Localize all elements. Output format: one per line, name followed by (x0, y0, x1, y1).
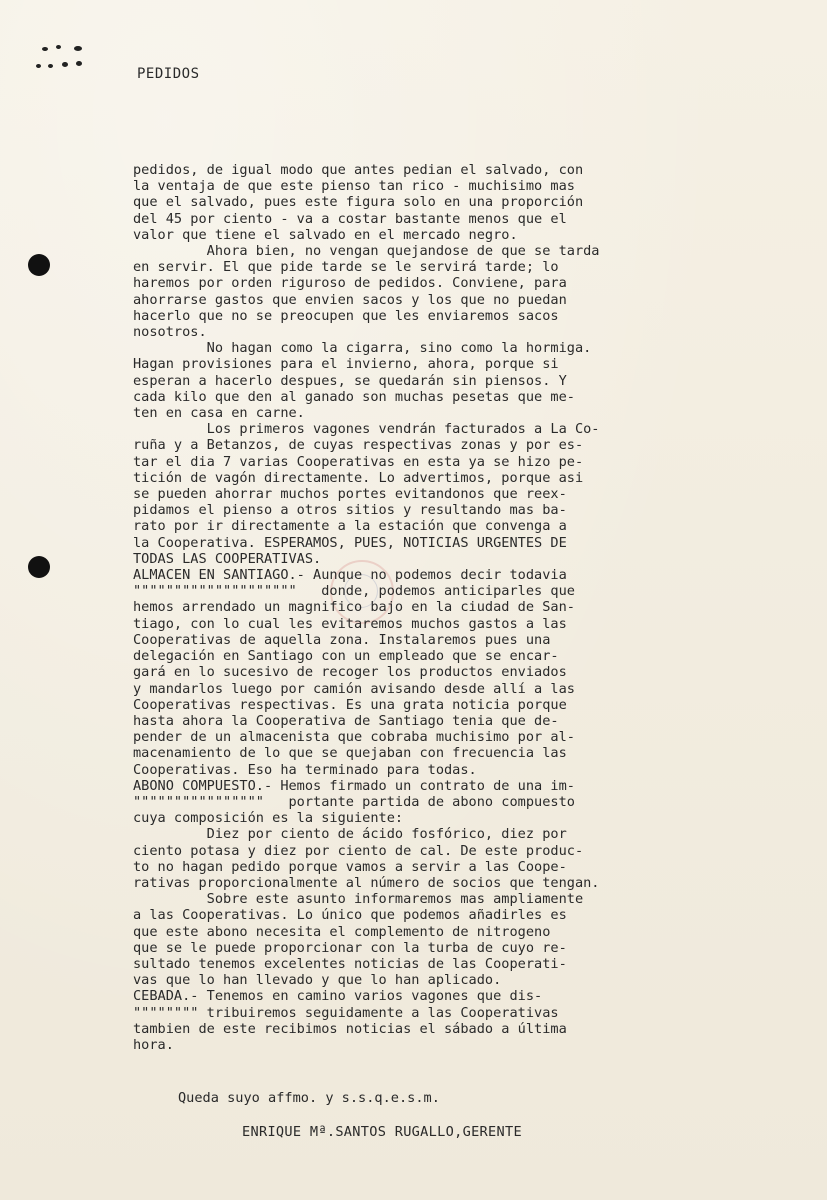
text-line: """""""""""""""""""" donde, podemos anticiparles que (133, 583, 575, 600)
ink-speck (56, 45, 61, 49)
ink-speck (62, 62, 68, 67)
text-line: ciento potasa y diez por ciento de cal. De este produc- (133, 842, 584, 859)
text-line: tición de vagón directamente. Lo advertimos, porque asi (133, 469, 584, 486)
text-line: rato por ir directamente a la estación que convenga a (133, 518, 567, 535)
text-line: a las Cooperativas. Lo único que podemos añadirles es (133, 907, 567, 924)
text-line: Los primeros vagones vendrán facturados a La Co- (133, 421, 600, 438)
text-line: ten en casa en carne. (133, 405, 305, 422)
ink-speck (74, 46, 82, 51)
text-line: ahorrarse gastos que envien sacos y los que no puedan (133, 291, 567, 308)
page-header: PEDIDOS (137, 66, 200, 82)
text-line: la Cooperativa. ESPERAMOS, PUES, NOTICIAS URGENTES DE (133, 534, 567, 551)
text-line: vas que lo han llevado y que lo han aplicado. (133, 972, 502, 989)
text-line: tiago, con lo cual les evitaremos muchos gastos a las (133, 615, 567, 632)
text-line: pidamos el pienso a otros sitios y resultando mas ba- (133, 502, 567, 519)
text-line: Cooperativas. Eso ha terminado para todas. (133, 761, 477, 778)
text-line: Ahora bien, no vengan quejandose de que se tarda (133, 243, 600, 260)
text-line: la ventaja de que este pienso tan rico - muchisimo mas (133, 178, 575, 195)
text-line: sultado tenemos excelentes noticias de las Cooperati- (133, 955, 567, 972)
text-line: Diez por ciento de ácido fosfórico, diez por (133, 826, 567, 843)
text-line: pedidos, de igual modo que antes pedian el salvado, con (133, 162, 584, 178)
letter-body (133, 162, 678, 1053)
text-line: Cooperativas respectivas. Es una grata noticia porque (133, 696, 567, 713)
text-line: CEBADA.- Tenemos en camino varios vagones que dis- (133, 988, 543, 1005)
text-line: se pueden ahorrar muchos portes evitandonos que reex- (133, 486, 567, 503)
text-line: valor que tiene el salvado en el mercado negro. (133, 226, 518, 243)
text-line: """""""""""""""" portante partida de abono compuesto (133, 793, 575, 810)
text-line: ABONO COMPUESTO.- Hemos firmado un contrato de una im- (133, 777, 575, 794)
text-line: hacerlo que no se preocupen que les enviaremos sacos (133, 307, 559, 324)
text-line: cada kilo que den al ganado son muchas pesetas que me- (133, 388, 575, 405)
ink-speck (48, 64, 53, 68)
text-line: y mandarlos luego por camión avisando desde allí a las (133, 680, 575, 697)
closing-line: Queda suyo affmo. y s.s.q.e.s.m. (178, 1090, 440, 1106)
text-line: to no hagan pedido porque vamos a servir a las Coope- (133, 858, 567, 875)
text-line: tar el dia 7 varias Cooperativas en esta ya se hizo pe- (133, 453, 584, 470)
text-line: pender de un almacenista que cobraba muchisimo por al- (133, 729, 575, 746)
text-line: cuya composición es la siguiente: (133, 810, 404, 827)
text-line: que el salvado, pues este figura solo en una proporción (133, 194, 584, 211)
text-line: del 45 por ciento - va a costar bastante menos que el (133, 210, 567, 227)
text-line: que este abono necesita el complemento de nitrogeno (133, 923, 551, 940)
text-line: esperan a hacerlo despues, se quedarán sin piensos. Y (133, 372, 567, 389)
text-line: hemos arrendado un magnifico bajo en la ciudad de San- (133, 599, 575, 616)
text-line: haremos por orden riguroso de pedidos. Conviene, para (133, 275, 567, 292)
signature-line: ENRIQUE Mª.SANTOS RUGALLO,GERENTE (242, 1124, 522, 1140)
text-line: Sobre este asunto informaremos mas ampliamente (133, 891, 584, 908)
text-line: TODAS LAS COOPERATIVAS. (133, 550, 322, 567)
punch-hole-top (28, 254, 50, 276)
punch-hole-bottom (28, 556, 50, 578)
text-line: """""""" tribuiremos seguidamente a las Cooperativas (133, 1004, 559, 1021)
text-line: ALMACEN EN SANTIAGO.- Aunque no podemos decir todavia (133, 567, 567, 584)
ink-speck (36, 64, 41, 68)
text-line: No hagan como la cigarra, sino como la hormiga. (133, 340, 592, 357)
text-line: Cooperativas de aquella zona. Instalaremos pues una (133, 631, 551, 648)
text-line: hasta ahora la Cooperativa de Santiago tenia que de- (133, 712, 559, 729)
ink-speck (42, 47, 48, 51)
ink-speck (76, 61, 82, 66)
text-line: nosotros. (133, 324, 207, 341)
text-line: ruña y a Betanzos, de cuyas respectivas zonas y por es- (133, 437, 584, 454)
text-line: hora. (133, 1036, 174, 1053)
text-line: Hagan provisiones para el invierno, ahora, porque si (133, 356, 559, 373)
text-line: macenamiento de lo que se quejaban con frecuencia las (133, 745, 567, 762)
text-line: rativas proporcionalmente al número de socios que tengan. (133, 874, 600, 891)
text-line: gará en lo sucesivo de recoger los productos enviados (133, 664, 567, 681)
text-line: que se le puede proporcionar con la turba de cuyo re- (133, 939, 567, 956)
text-line: en servir. El que pide tarde se le servirá tarde; lo (133, 259, 559, 276)
text-line: delegación en Santiago con un empleado que se encar- (133, 648, 559, 665)
text-line: tambien de este recibimos noticias el sábado a última (133, 1020, 567, 1037)
